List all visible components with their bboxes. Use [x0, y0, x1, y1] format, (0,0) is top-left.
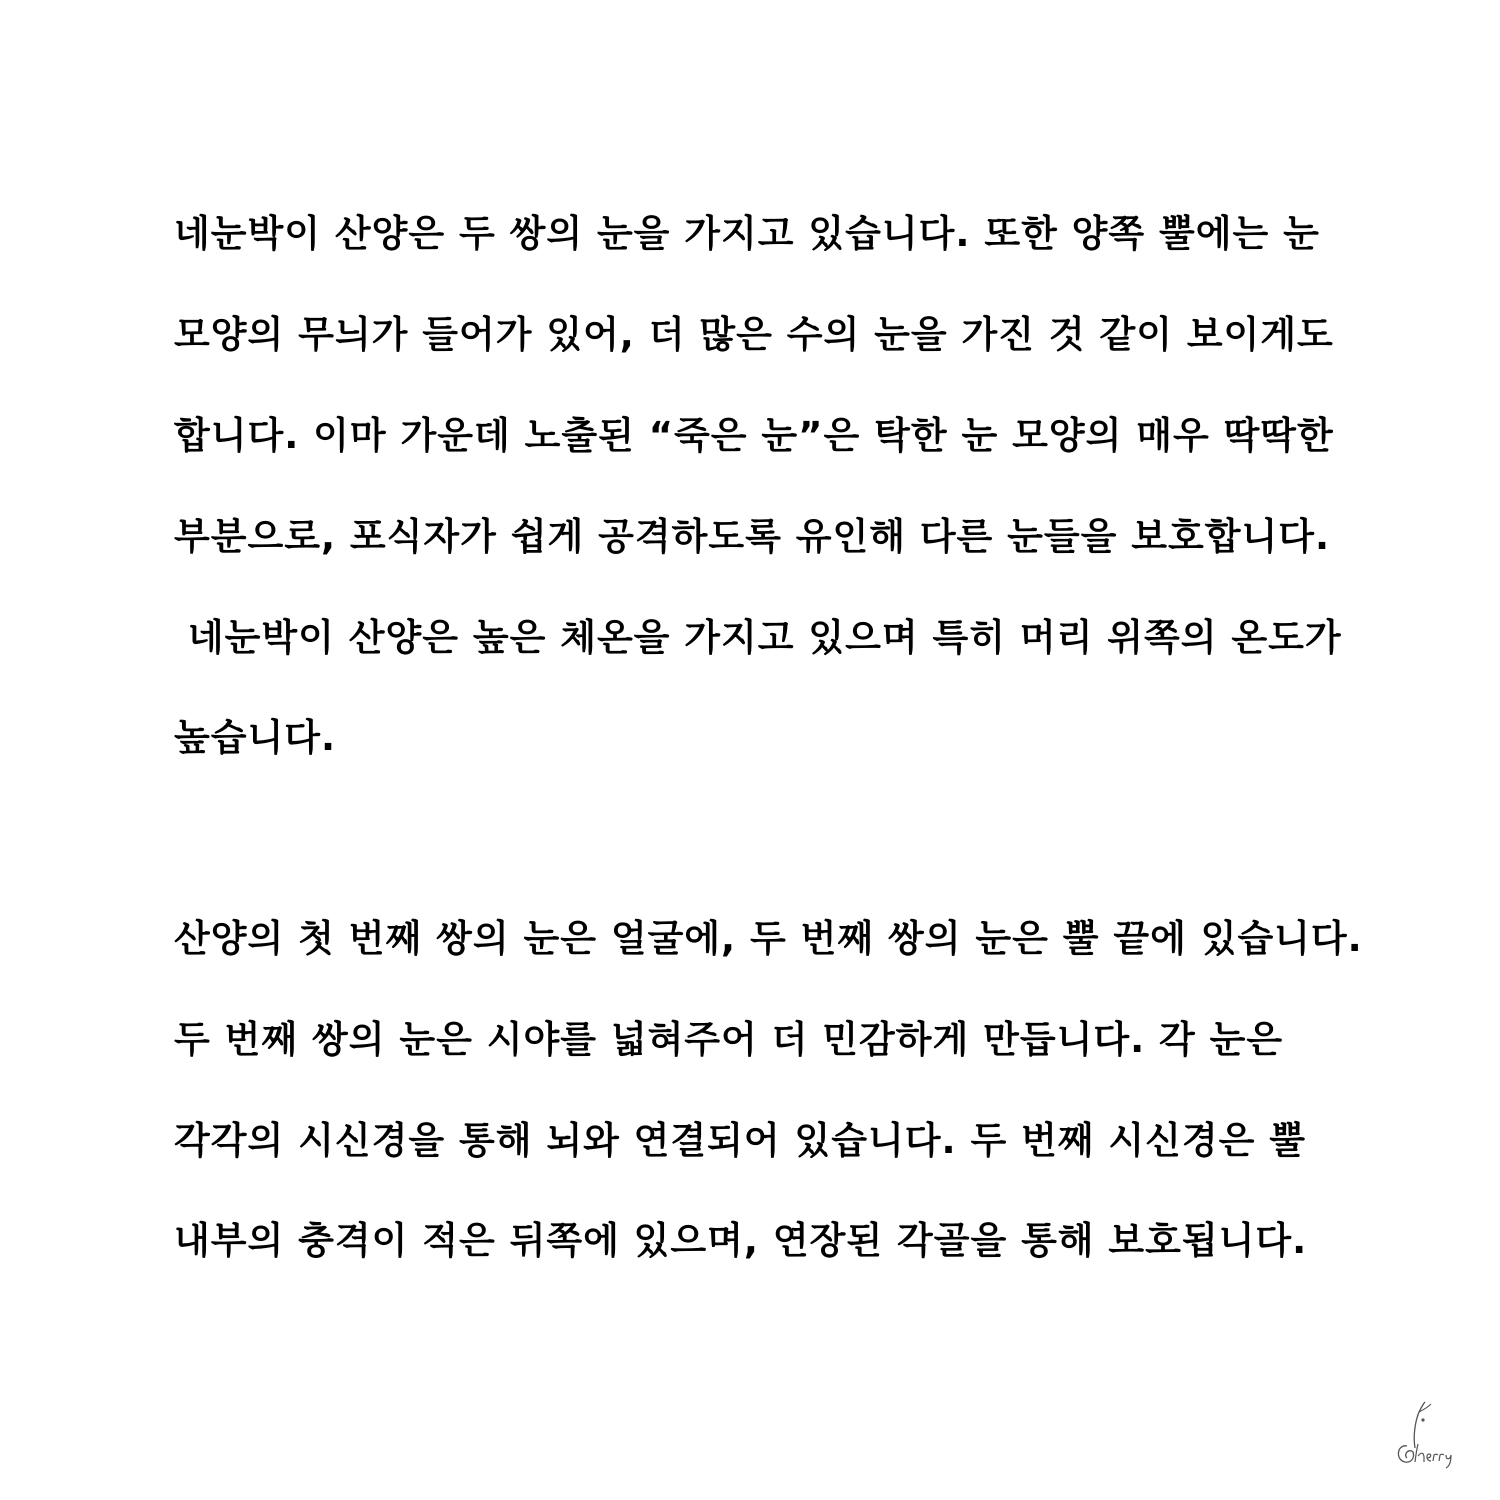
paragraph-2-line-2: 두 번째 쌍의 눈은 시야를 넓혀주어 더 민감하게 만듭니다. 각 눈은 [174, 1018, 1284, 1061]
paragraph-1-line-6: 높습니다. [174, 716, 337, 759]
paragraph-2-line-1: 산양의 첫 번째 쌍의 눈은 얼굴에, 두 번째 쌍의 눈은 뿔 끝에 있습니다. [174, 917, 1363, 960]
signature-logo [1385, 1398, 1461, 1470]
paragraph-1-line-5: 네눈박이 산양은 높은 체온을 가지고 있으며 특히 머리 위쪽의 온도가 [174, 616, 1342, 659]
paragraph-1-line-3: 합니다. 이마 가운데 노출된 “죽은 눈”은 탁한 눈 모양의 매우 딱딱한 [174, 414, 1334, 457]
paragraph-2-line-3: 각각의 시신경을 통해 뇌와 연결되어 있습니다. 두 번째 시신경은 뿔 [174, 1119, 1307, 1162]
paragraph-1-line-2: 모양의 무늬가 들어가 있어, 더 많은 수의 눈을 가진 것 같이 보이게도 [174, 313, 1334, 356]
paragraph-1-line-4: 부분으로, 포식자가 쉽게 공격하도록 유인해 다른 눈들을 보호합니다. [174, 515, 1331, 558]
paragraph-1-line-1: 네눈박이 산양은 두 쌍의 눈을 가지고 있습니다. 또한 양쪽 뿔에는 눈 [174, 212, 1320, 255]
paragraph-2-line-4: 내부의 충격이 적은 뒤쪽에 있으며, 연장된 각골을 통해 보호됩니다. [174, 1219, 1308, 1262]
